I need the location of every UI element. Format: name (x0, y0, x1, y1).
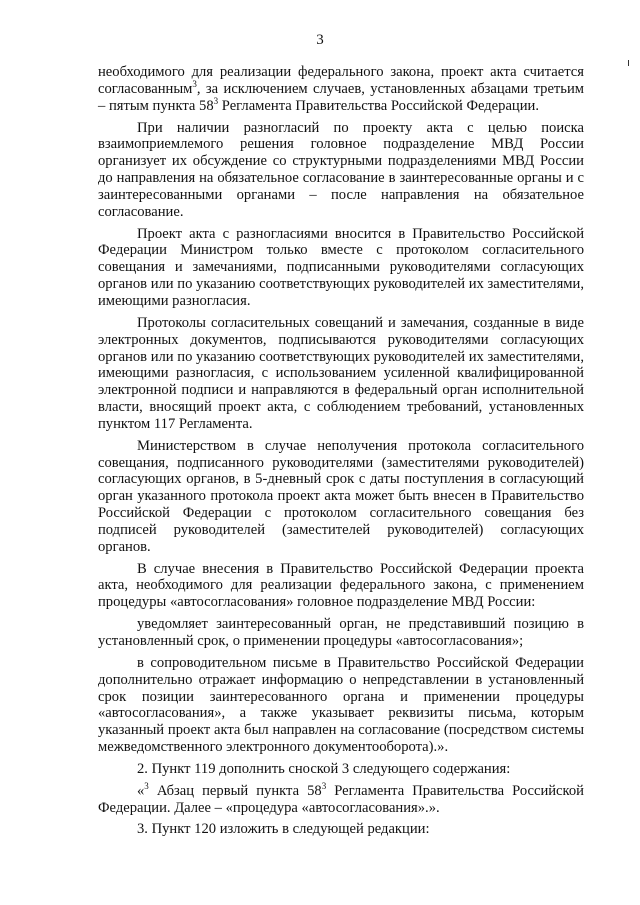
paragraph-4: Протоколы согласительных совещаний и замечания, созданные в виде электронных документов, подписываются руководителями согласующих органов или по указанию соответствующих руководителей их заместителями, имеющими разногласия, с использованием усиленной квалифицированной электронной подписи и направляются в федеральный орган исполнительной власти, вносящий проект акта, с соблюдением требований, установленных пунктом 117 Регламента. (98, 314, 584, 432)
paragraph-11: 3. Пункт 120 изложить в следующей редакции: (137, 821, 430, 838)
document-body (98, 64, 584, 843)
paragraph-6: В случае внесения в Правительство Российской Федерации проекта акта, необходимого для реализации федерального закона, с применением процедуры «автосогласования» головное подразделение МВД России: (98, 560, 584, 611)
paragraph-10: «$^3$ Абзац первый пункта $58^3$ Регламента Правительства Российской Федерации. Далее – «процедура «автосогласования».». (98, 780, 584, 816)
paragraph-7: уведомляет заинтересованный орган, не представивший позицию в установленный срок, о применении процедуры «автосогласования»; (98, 616, 584, 649)
scan-edge-mark (628, 60, 629, 66)
paragraph-5: Министерством в случае неполучения протокола согласительного совещания, подписанного руководителями (заместителями руководителей) согласующих органов, в 5-дневный срок с даты поступления в согласующий орган указанного протокола проект акта может быть внесен в Правительство Российской Федерации с протоколом согласительного совещания без подписей руководителей (заместителей руководителей) согласующих органов. (98, 437, 584, 555)
page-number: 3 (316, 32, 324, 48)
paragraph-8: в сопроводительном письме в Правительство Российской Федерации дополнительно отражает информацию о непредставлении в установленный срок позиции заинтересованного органа и применении процедуры «автосогласования», а также указывает реквизиты письма, которым указанный проект акта был направлен на согласование (посредством системы межведомственного электронного документооборота).». (98, 654, 584, 756)
paragraph-1: необходимого для реализации федерального закона, проект акта считается согласованным$^3$, за исключением случаев, установленных абзацами третьим – пятым пункта $58^3$ Регламента Правительства Российской Федерации. (98, 64, 584, 114)
paragraph-2: При наличии разногласий по проекту акта с целью поиска взаимоприемлемого решения головное подразделение МВД России организует их обсуждение со структурными подразделениями МВД России до направления на обязательное согласование в заинтересованные органы и с заинтересованными органами – после направления на обязательное согласование. (98, 119, 584, 220)
paragraph-3: Проект акта с разногласиями вносится в Правительство Российской Федерации Министром только вместе с протоколом согласительного совещания и замечаниями, подписанными руководителями согласующих органов или по указанию соответствующих руководителей их заместителями, имеющими разногласия. (98, 225, 584, 309)
paragraph-9: 2. Пункт 119 дополнить сноской 3 следующего содержания: (137, 760, 511, 777)
